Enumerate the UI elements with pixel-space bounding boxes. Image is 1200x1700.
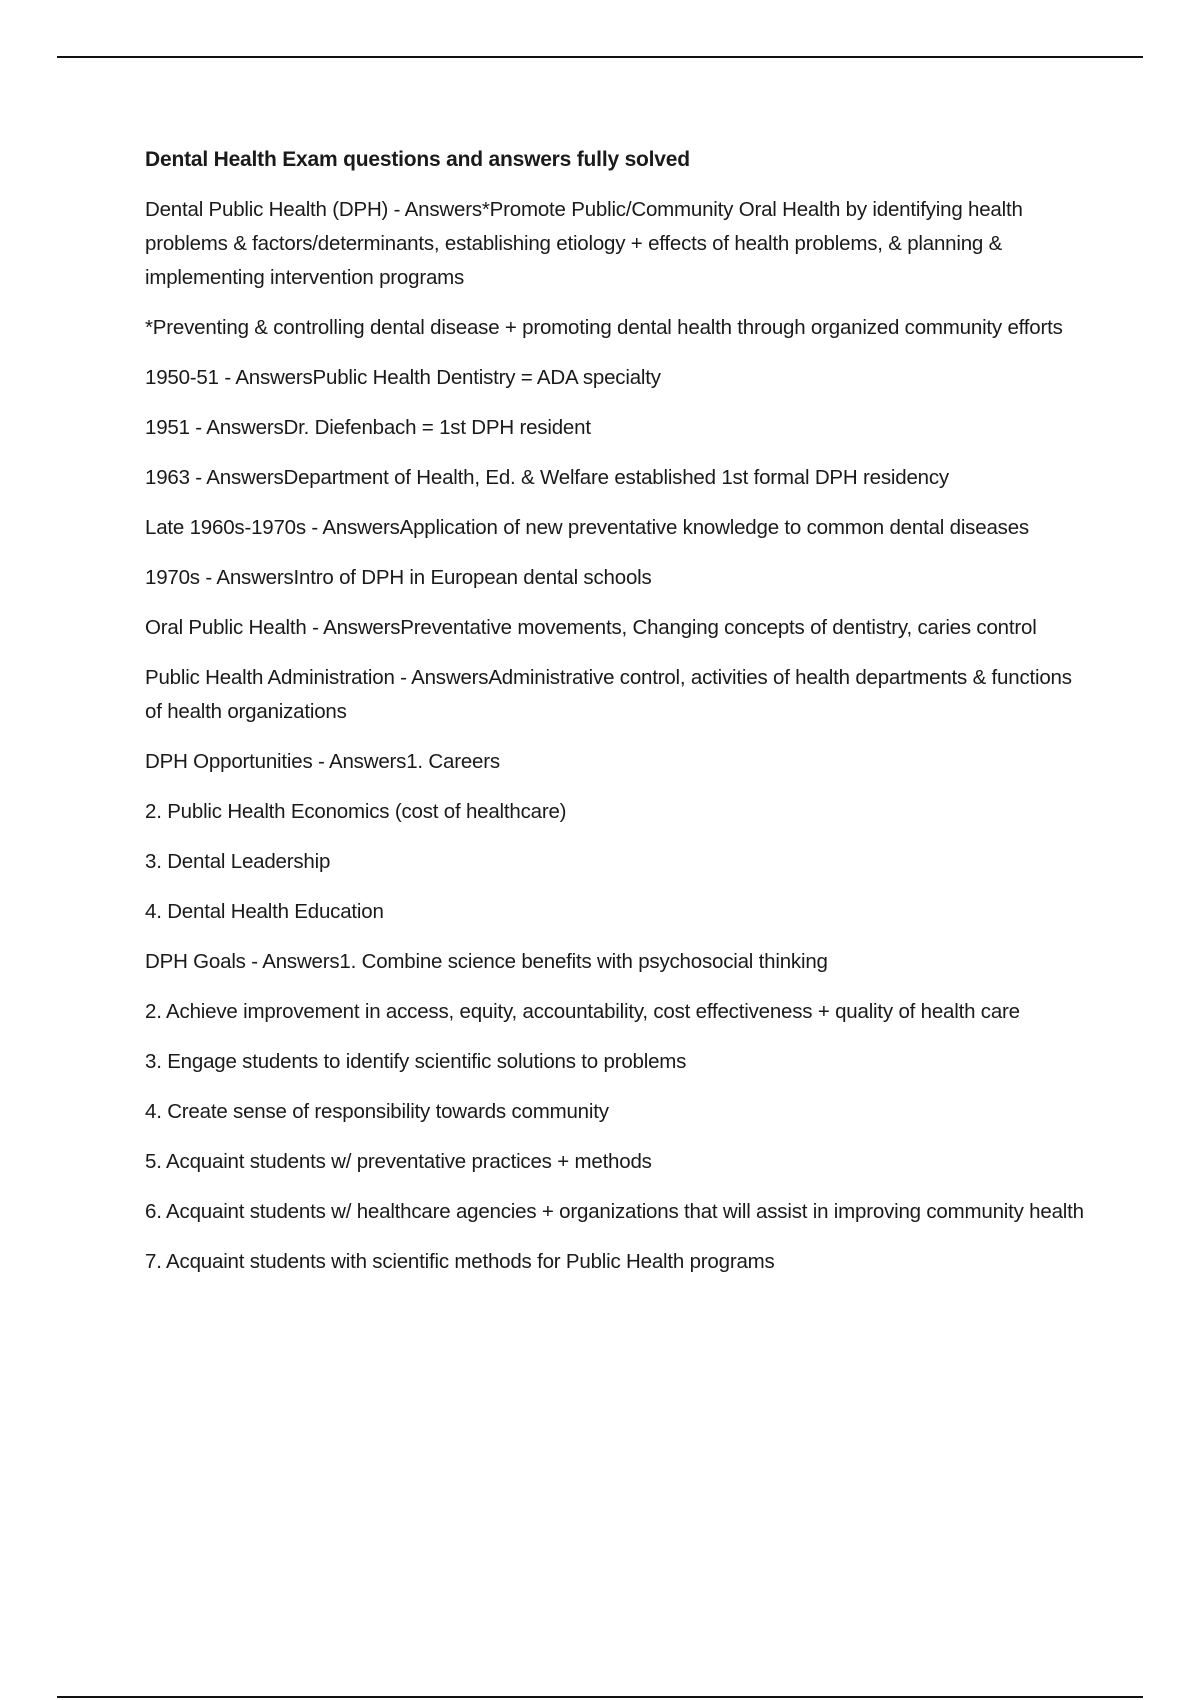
document-title: Dental Health Exam questions and answers fully solved bbox=[145, 148, 690, 171]
paragraph: Dental Public Health (DPH) - Answers*Promote Public/Community Oral Health by identifying health problems & factors/determinants, establishing etiology + effects of health problems, & planning & implementing intervention programs bbox=[145, 198, 1023, 289]
paragraph: 6. Acquaint students w/ healthcare agencies + organizations that will assist in improving community health bbox=[145, 1200, 1084, 1223]
paragraph: Late 1960s-1970s - AnswersApplication of new preventative knowledge to common dental diseases bbox=[145, 516, 1029, 539]
paragraph: 4. Create sense of responsibility towards community bbox=[145, 1100, 609, 1123]
header-rule bbox=[57, 56, 1143, 58]
paragraph: 1970s - AnswersIntro of DPH in European dental schools bbox=[145, 566, 652, 589]
document-body bbox=[145, 143, 1085, 1295]
paragraph: 1951 - AnswersDr. Diefenbach = 1st DPH resident bbox=[145, 416, 591, 439]
paragraph: DPH Opportunities - Answers1. Careers bbox=[145, 750, 500, 773]
paragraph: Public Health Administration - AnswersAdministrative control, activities of health departments & functions of health organizations bbox=[145, 666, 1072, 723]
paragraph: 4. Dental Health Education bbox=[145, 900, 384, 923]
paragraph: 2. Achieve improvement in access, equity, accountability, cost effectiveness + quality of health care bbox=[145, 1000, 1020, 1023]
paragraph: Oral Public Health - AnswersPreventative movements, Changing concepts of dentistry, caries control bbox=[145, 616, 1037, 639]
paragraph: *Preventing & controlling dental disease + promoting dental health through organized community efforts bbox=[145, 316, 1063, 339]
paragraph: 7. Acquaint students with scientific methods for Public Health programs bbox=[145, 1250, 775, 1273]
paragraph: 2. Public Health Economics (cost of healthcare) bbox=[145, 800, 567, 823]
paragraph: 1963 - AnswersDepartment of Health, Ed. & Welfare established 1st formal DPH residency bbox=[145, 466, 949, 489]
paragraph: 3. Dental Leadership bbox=[145, 850, 331, 873]
footer-rule bbox=[57, 1696, 1143, 1698]
paragraph: 1950-51 - AnswersPublic Health Dentistry = ADA specialty bbox=[145, 366, 661, 389]
paragraph: 3. Engage students to identify scientific solutions to problems bbox=[145, 1050, 687, 1073]
paragraph: DPH Goals - Answers1. Combine science benefits with psychosocial thinking bbox=[145, 950, 828, 973]
paragraph: 5. Acquaint students w/ preventative practices + methods bbox=[145, 1150, 652, 1173]
